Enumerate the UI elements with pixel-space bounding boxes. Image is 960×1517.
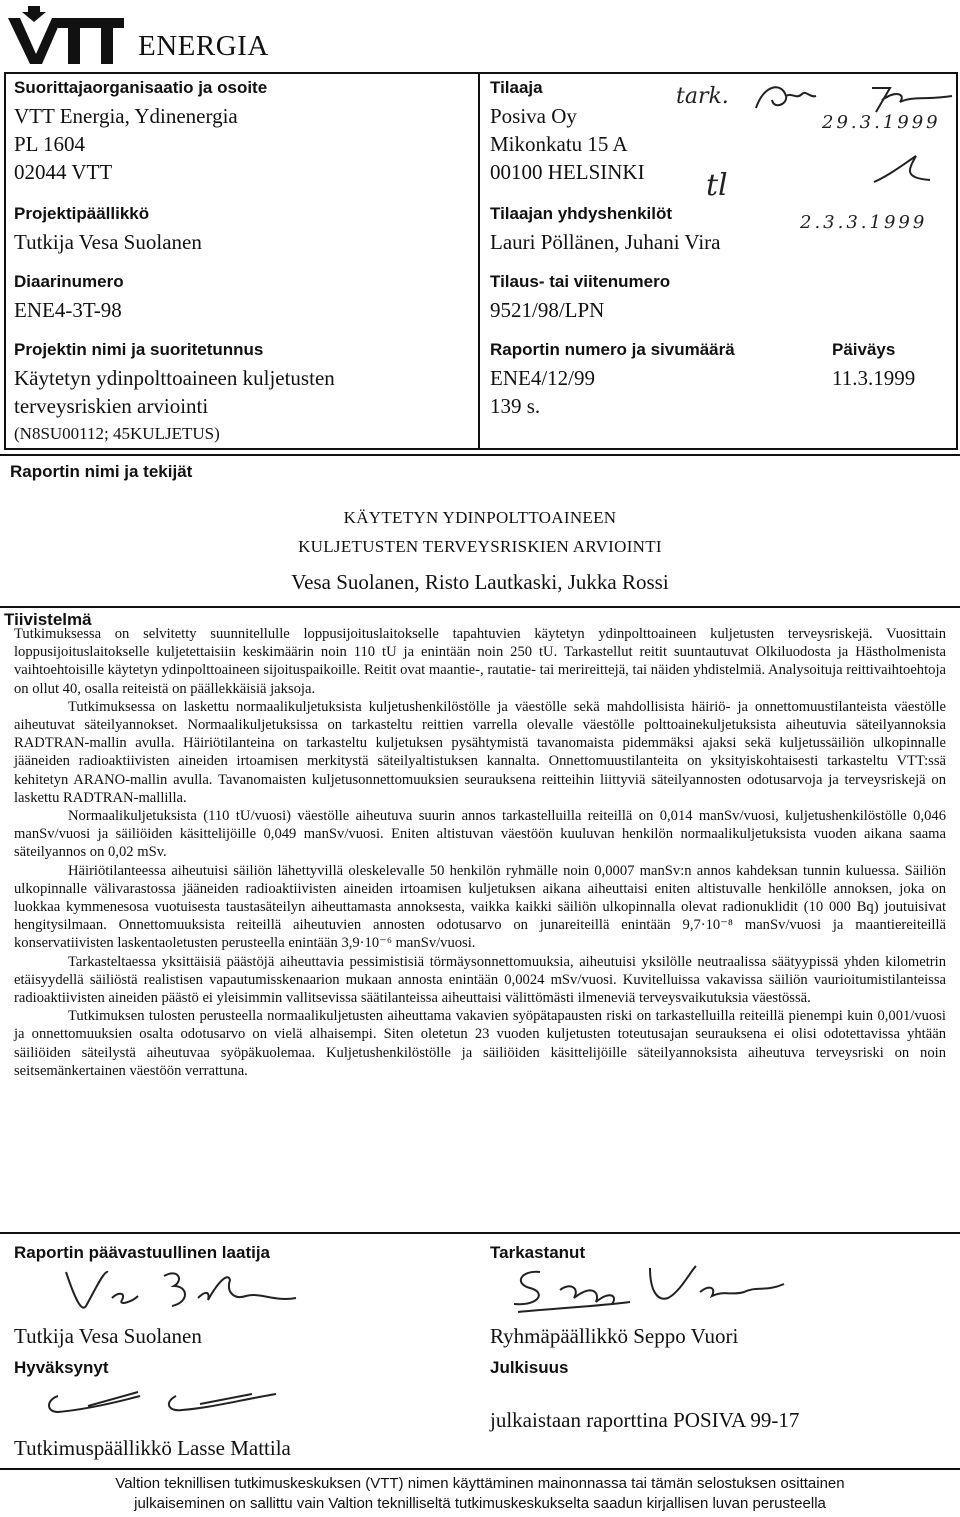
date-value: 11.3.1999	[832, 366, 916, 390]
abstract-paragraph: Tutkimuksen tulosten perusteella normaalikuljetusten aiheuttama vakavien syöpätapausten riski on tarkastelluilla reiteillä pienempi kuin 0,001/vuosi ja onnettomuuksien osalta odotusarvo on vielä alhaisempi. Siten oletetun 23 vuoden kuljetusten toteutusajan seurauksena ei olisi odotettavissa yhtään säiliöiden säteilystä aiheutuvaa syöpäkuolemaa. Kuljetushenkilöstölle ja säiliöiden käsittelijöille säteilyannoksista aiheutuva terveysriski on noin seitsemänkertainen väestöön verrattuna.	[14, 1008, 946, 1079]
handwritten-mark	[864, 150, 934, 190]
order-no-value: 9521/98/LPN	[490, 298, 605, 322]
project-manager-label: Projektipäällikkö	[14, 204, 150, 223]
responsible-label: Raportin päävastuullinen laatija	[14, 1243, 271, 1262]
client-contacts-value: Lauri Pöllänen, Juhani Vira	[490, 230, 721, 254]
publicity-value: julkaistaan raporttina POSIVA 99-17	[490, 1408, 800, 1432]
report-no-label: Raportin numero ja sivumäärä	[490, 340, 735, 359]
checked-name: Ryhmäpäällikkö Seppo Vuori	[490, 1324, 739, 1348]
section-divider	[0, 1232, 960, 1234]
report-authors: Vesa Suolanen, Risto Lautkaski, Jukka Rossi	[291, 570, 669, 594]
responsible-name: Tutkija Vesa Suolanen	[14, 1324, 202, 1348]
contractor-line: 02044 VTT	[14, 160, 113, 184]
approved-name: Tutkimuspäällikkö Lasse Mattila	[14, 1436, 291, 1460]
project-label: Projektin nimi ja suoritetunnus	[14, 340, 264, 359]
footer-line: julkaiseminen on sallittu vain Valtion teknilliseltä tutkimuskeskukselta saadun kirjallisen luvan perusteella	[134, 1495, 826, 1512]
section-divider	[0, 454, 960, 456]
project-manager-value: Tutkija Vesa Suolanen	[14, 230, 202, 254]
footer-line: Valtion teknillisen tutkimuskeskuksen (VTT) nimen käyttäminen mainonnassa tai tämän selostuksen osittainen	[115, 1475, 845, 1492]
abstract-paragraph: Normaalikuljetuksista (110 tU/vuosi) väestölle aiheutuva suurin annos tarkastelluilla reiteillä on 0,014 manSv/vuosi, kuljetushenkilöstölle 0,046 manSv/vuosi ja säiliöiden käsittelijöille 0,049 manSv/vuosi. Eniten altistuvan väestöön kuuluvan henkilön normaalikuljetuksista vuoden aikana saama säteilyannos on 0,02 mSv.	[14, 808, 946, 861]
org-name: ENERGIA	[138, 30, 269, 62]
form-divider-vertical	[478, 72, 480, 450]
abstract-paragraph: Tutkimuksessa on laskettu normaalikuljetuksista kuljetushenkilöstölle ja väestölle sekä mahdollisista häiriö- ja onnettomuustilanteista väestölle aiheutuvat säteilyannokset. Normaalikuljetuksissa on tarkasteltu reittien varrella olevalle väestölle polttoainekuljetuksista aiheutuvia säteilyannoksia RADTRAN-mallin avulla. Häiriötilanteina on tarkasteltu kuljetuksen pysähtymistä tavanomaista pidemmäksi ajaksi sekä kuljetussäiliön ulkopinnalle jääneiden radioaktiivisten aineiden irtoamisen merkitystä säteilyaltistuksen kannalta. Onnettomuustilanteita on yksityiskohtaisesti tarkasteltu VTT:ssä kehitetyn ARANO-mallin avulla. Tavanomaisten kuljetusonnettomuuksien seurauksena reitteihin liittyviä säteilyannosten odotusarvoja ja terveysriskejä on laskettu RADTRAN-mallilla.	[14, 698, 946, 806]
report-title-label: Raportin nimi ja tekijät	[10, 462, 193, 481]
signature-responsible	[60, 1262, 300, 1322]
client-contacts-label: Tilaajan yhdyshenkilöt	[490, 204, 673, 223]
client-line: Mikonkatu 15 A	[490, 132, 628, 156]
project-name-line: Käytetyn ydinpolttoaineen kuljetusten	[14, 366, 335, 390]
contractor-line: VTT Energia, Ydinenergia	[14, 104, 238, 128]
report-pages-value: 139 s.	[490, 394, 541, 418]
abstract-body	[14, 625, 946, 1080]
client-line: Posiva Oy	[490, 104, 577, 128]
section-divider	[0, 606, 960, 608]
client-line: 00100 HELSINKI	[490, 160, 645, 184]
order-no-label: Tilaus- tai viitenumero	[490, 272, 671, 291]
project-name-line: terveysriskien arviointi	[14, 394, 209, 418]
project-code: (N8SU00112; 45KULJETUS)	[14, 424, 220, 443]
publicity-label: Julkisuus	[490, 1358, 569, 1377]
footer-divider	[0, 1468, 960, 1470]
diary-label: Diaarinumero	[14, 272, 124, 291]
signature-approved	[40, 1382, 300, 1422]
diary-value: ENE4-3T-98	[14, 298, 122, 322]
date-label: Päiväys	[832, 340, 896, 359]
handwritten-date: 2.3.3.1999	[800, 212, 928, 233]
checked-label: Tarkastanut	[490, 1243, 586, 1262]
contractor-label: Suorittajaorganisaatio ja osoite	[14, 78, 268, 97]
abstract-paragraph: Häiriötilanteessa aiheutuisi säiliön lähettyvillä oleskelevalle 50 henkilön ryhmälle noin 0,0007 manSv:n annos kahdeksan tunnin kuluessa. Säiliön ulkopinnalle välivarastossa jääneiden radioaktiivisten aineiden irtoamisen kuljetuksen aikana aiheuttaisi eniten altistuvalle henkilölle annoksen, joka on luokkaa kymmenesosa vuotuisesta taustasäteilyn aiheuttamasta annoksesta, vaikka kaikki säiliön ulkopinnalla olevat radionuklidit (10 000 Bq) joutuisivat hengitysilmaan. Onnettomuuksista reiteillä aiheutuvien annosten odotusarvo on junareiteillä enintään 9,7·10⁻⁸ manSv/vuosi ja maantiereiteillä konservatiivisten laskentaoletusten perusteella enintään 3,9·10⁻⁶ manSv/vuosi.	[14, 862, 946, 952]
signature-checked	[500, 1262, 800, 1322]
approved-label: Hyväksynyt	[14, 1358, 109, 1377]
report-no-value: ENE4/12/99	[490, 366, 595, 390]
report-title-line: KULJETUSTEN TERVEYSRISKIEN ARVIOINTI	[298, 537, 662, 556]
client-label: Tilaaja	[490, 78, 543, 97]
abstract-paragraph: Tarkasteltaessa yksittäisiä päästöjä aiheuttavia pessimistisiä törmäysonnettomuuksia, aiheutuisi yksilölle neutraalissa säätyypissä yhden kilometrin etäisyydellä säiliöstä realistisen vapautumisskenaarion mukaan annosta enintään 0,0024 mSv/vuosi. Kuvitelluissa vakavissa säiliön vaurioitumistilanteissa radioaktiivisten aineiden päästö ei yleisimmin vallitsevissa säätilanteissa aiheuttaisi välittömästi ilmeneviä terveysvaikutuksia väestössä.	[14, 953, 946, 1007]
abstract-paragraph: Tutkimuksessa on selvitetty suunnitellulle loppusijoituslaitokselle tapahtuvien käytetyn ydinpolttoaineen kuljetusten terveysriskejä. Vuosittain loppusijoituslaitokselle kuljetettaisiin keskimäärin noin 110 tU ja enintään noin 250 tU. Tarkastellut reitit suuntautuvat Olkiluodosta ja Hästholmenista vaihtoehtoisille käytetyn ydinpolttoaineen sijoituspaikoille. Reitit ovat maantie-, rautatie- tai merireittejä, tai näiden yhdistelmiä. Analysoituja reittivaihtoehtoja on ollut 40, osalla reiteistä on päällekkäisiä jaksoja.	[14, 626, 946, 697]
vtt-logo	[6, 4, 126, 66]
report-title-line: KÄYTETYN YDINPOLTTOAINEEN	[343, 508, 617, 527]
contractor-line: PL 1604	[14, 132, 85, 156]
handwritten-date: 29.3.1999	[822, 112, 941, 133]
abstract-label: Tiivistelmä	[4, 610, 92, 629]
handwritten-initials: tl	[706, 168, 728, 203]
handwritten-note: tark.	[676, 84, 729, 109]
